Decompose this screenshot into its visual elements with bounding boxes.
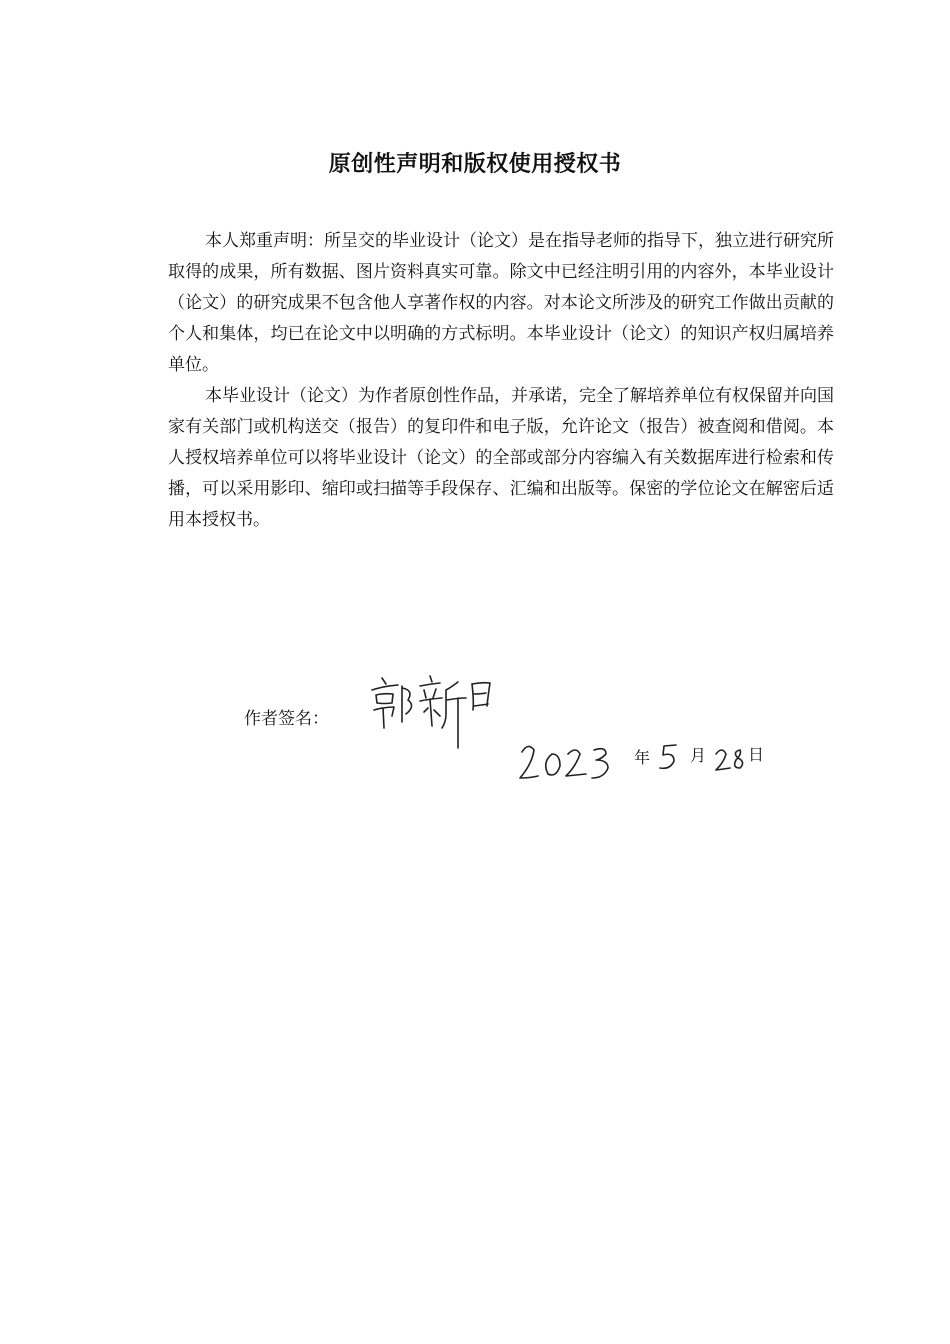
author-signature-label: 作者签名： bbox=[244, 709, 329, 729]
date-year-unit: 年 bbox=[634, 748, 651, 767]
date-month-unit: 月 bbox=[690, 746, 707, 765]
document-title: 原创性声明和版权使用授权书 bbox=[328, 152, 622, 177]
handwritten-signature bbox=[366, 670, 498, 752]
date-day-unit: 日 bbox=[748, 745, 765, 764]
handwritten-year bbox=[516, 738, 616, 788]
handwritten-day bbox=[712, 744, 748, 774]
declaration-paragraph: 本人郑重声明：所呈交的毕业设计（论文）是在指导老师的指导下，独立进行研究所取得的成果，所有数据、图片资料真实可靠。除文中已经注明引用的内容外，本毕业设计（论文）的研究成果不包含他人享著作权的内容。对本论文所涉及的研究工作做出贡献的个人和集体，均已在论文中以明确的方式标明。本毕业设计（论文）的知识产权归属培养单位。 bbox=[168, 231, 834, 375]
handwritten-month bbox=[654, 740, 684, 774]
authorization-paragraph: 本毕业设计（论文）为作者原创性作品，并承诺，完全了解培养单位有权保留并向国家有关部门或机构送交（报告）的复印件和电子版，允许论文（报告）被查阅和借阅。本人授权培养单位可以将毕业设计（论文）的全部或部分内容编入有关数据库进行检索和传播，可以采用影印、缩印或扫描等手段保存、汇编和出版等。保密的学位论文在解密后适用本授权书。 bbox=[168, 386, 834, 530]
declaration-body bbox=[168, 226, 834, 536]
